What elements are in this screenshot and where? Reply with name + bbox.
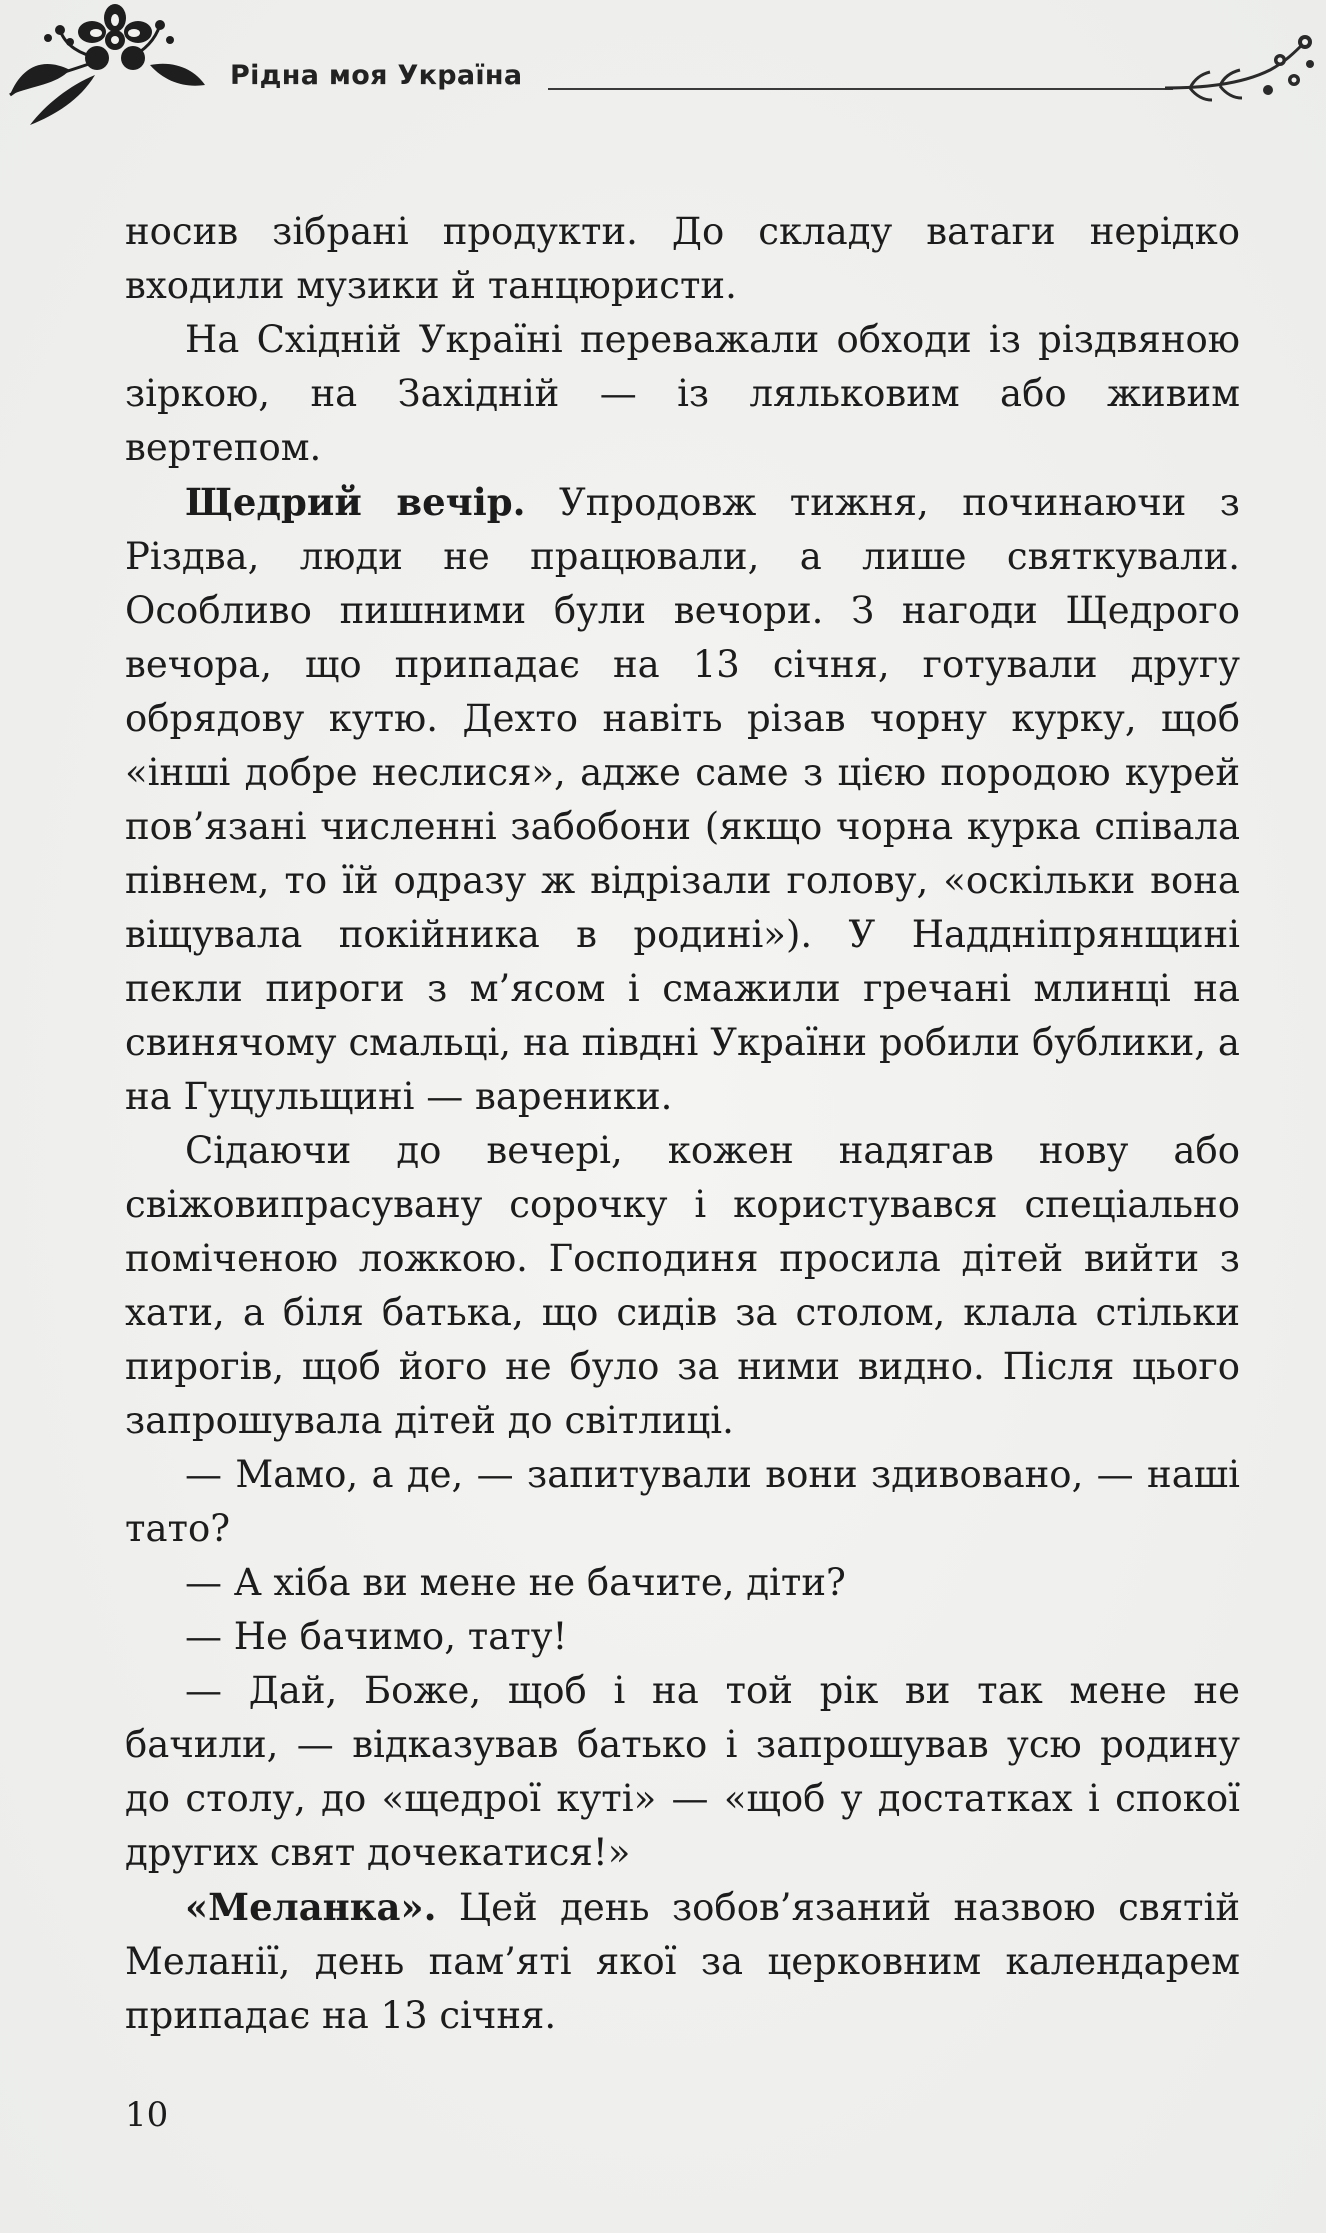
paragraph-shchedryi-vechir: Щедрий вечір. Упродовж тижня, починаючи з Різдва, люди не працювали, а лише святкували. Особливо пишними були вечори. З нагоди Щедрого вечора, що припадає на 13 січня, готували другу обрядову кутю. Дехто навіть різав чорну курку, щоб «інші добре неслися», адже саме з цією породою курей пов’язані численні забобони (якщо чорна курка співала півнем, то їй одразу ж відрізали голову, «оскільки вона віщувала покійника в родині»). У Наддніпрянщині пекли пироги з м’ясом і смажили гречані млинці на свинячому смальці, на півдні України робили бублики, а на Гуцульщині — вареники.: [125, 480, 1240, 1118]
floral-sprig-right-icon: [1160, 30, 1320, 120]
paragraph-1: носив зібрані продукти. До складу ватаги нерідко входили музики й танцюристи.: [125, 210, 1240, 307]
paragraph-2: На Східній Україні переважали обходи із різдвяною зіркою, на Західній — із ляльковим або живим вертепом.: [125, 318, 1240, 469]
paragraph-melanka: «Меланка». Цей день зобов’язаний назвою святій Меланії, день пам’яті якої за церковним календарем припадає на 13 січня.: [125, 1885, 1240, 2037]
page-number: 10: [125, 2095, 169, 2135]
body-text: [125, 205, 1240, 2043]
dialogue-line-3: — Не бачимо, тату!: [185, 1615, 568, 1658]
dialogue-line-1: — Мамо, а де, — запитували вони здивовано, — наші тато?: [125, 1453, 1240, 1550]
dialogue-line-4: — Дай, Боже, щоб і на той рік ви так мене не бачили, — відказував батько і запрошував усю родину до столу, до «щедрої куті» — «щоб у достатках і спокої других свят дочекатися!»: [125, 1669, 1240, 1874]
running-header-title: Рідна моя Україна: [230, 60, 523, 91]
dialogue-line-2: — А хіба ви мене не бачите, діти?: [185, 1561, 846, 1604]
paragraph-4: Сідаючи до вечері, кожен надягав нову або свіжовипрасувану сорочку і користувався спеціально поміченою ложкою. Господиня просила дітей вийти з хати, а біля батька, що сидів за столом, клала стільки пирогів, щоб його не було за ними видно. Після цього запрошувала дітей до світлиці.: [125, 1129, 1240, 1442]
header-divider-line: [548, 88, 1173, 90]
section-heading-melanka: «Меланка».: [185, 1885, 437, 1929]
floral-ornament-left-icon: [0, 0, 220, 150]
section-heading-shchedryi-vechir: Щедрий вечір.: [185, 480, 526, 524]
